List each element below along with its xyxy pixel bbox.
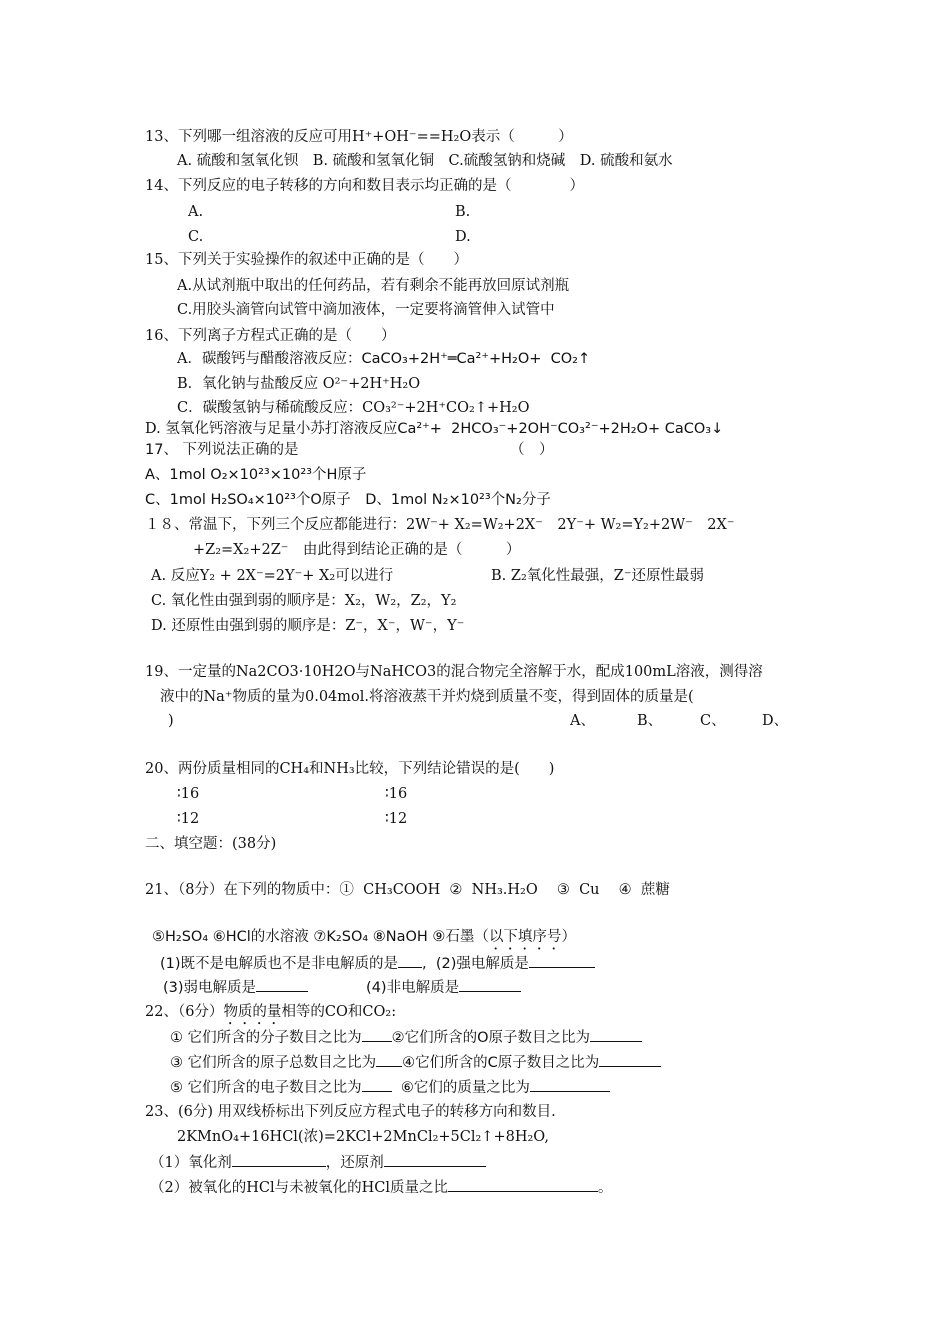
q22-row1 [170, 1027, 642, 1048]
q20-option-d: ∶12 [385, 811, 408, 827]
q21-p2: (2)强电解质是 [435, 956, 529, 972]
q19-line1: 19、一定量的Na2CO3·10H2O与NaHCO3的混合物完全溶解于水，配成100mL溶液，测得溶 [145, 664, 763, 680]
q14-option-b: B. [455, 204, 471, 220]
q14-option-c: C. [188, 229, 204, 245]
q23-equation: 2KMnO₄+16HCl(浓)=2KCl+2MnCl₂+5Cl₂↑+8H₂O, [177, 1129, 549, 1145]
q15-stem: 15、下列关于实验操作的叙述中正确的是（ ） [145, 252, 468, 268]
q19-option-c: C、 [700, 713, 726, 729]
q19-option-d: D、 [762, 713, 789, 729]
q16-option-c: C．碳酸氢钠与稀硫酸反应：CO₃²⁻+2H⁺CO₂↑+H₂O [177, 400, 530, 416]
q21-line1: 21、（8分）在下列的物质中：① CH₃COOH ② NH₃.H₂O ③ Cu ④ 蔗糖 [145, 882, 670, 898]
q19-option-b: B、 [637, 713, 663, 729]
q23-blank2[interactable] [384, 1152, 486, 1167]
q21-p3: (3)弱电解质是 [163, 980, 257, 996]
q23-blank3[interactable] [448, 1177, 598, 1192]
q17-stem: 17、 下列说法正确的是 [145, 442, 299, 458]
q19-line3: ) [168, 713, 174, 729]
q13-stem: 13、下列哪一组溶液的反应可用H⁺+OH⁻==H₂O表示（ ） [145, 129, 573, 145]
q22-points: 22、（6分） [145, 1004, 224, 1020]
q21-p1: (1)既不是电解质也不是非电解质的是 [160, 956, 399, 972]
q19-line2: 液中的Na⁺物质的量为0.04mol.将溶液蒸干并灼烧到质量不变，得到固体的质量是( [160, 689, 694, 705]
q22-blank2[interactable] [590, 1027, 642, 1042]
q21-blank3[interactable] [256, 977, 308, 992]
q16-d-label: D. 氢氧化钙溶液与足量小苏打溶液反应 [145, 421, 398, 437]
q16-a-equation: CaCO₃+2H⁺═Ca²⁺+H₂O+ CO₂↑ [361, 351, 591, 367]
q15-option-c: C.用胶头滴管向试管中滴加液体，一定要将滴管伸入试管中 [177, 302, 555, 318]
q14-stem: 14、下列反应的电子转移的方向和数目表示均正确的是（ ） [145, 178, 584, 194]
q22-blank3[interactable] [376, 1052, 402, 1067]
section-heading: 二、填空题：(38分) [145, 836, 277, 852]
q16-a-label: A．碳酸钙与醋酸溶液反应： [177, 351, 362, 367]
q22-r2a: ③ 它们所含的原子总数目之比为 [170, 1055, 377, 1071]
q22-emphasis: 物质的量 [223, 1004, 282, 1020]
q21-line2 [152, 927, 576, 953]
q23-blank1[interactable] [232, 1152, 326, 1167]
q22-r1b: ②它们所含的O原子数目之比为 [391, 1030, 591, 1046]
q22-r1a: ① 它们所含的分子数目之比为 [170, 1030, 362, 1046]
q17-option-c: C、1mol H₂SO₄×10²³个O原子 D、1mol N₂×10²³个N₂分子 [145, 492, 551, 508]
q23-p1a: （1）氧化剂 [150, 1155, 232, 1171]
q22-blank5[interactable] [362, 1077, 392, 1092]
q21-row1: (1)既不是电解质也不是非电解质的是 , (2)强电解质是 [160, 953, 595, 974]
q21-blank2[interactable] [529, 953, 595, 968]
q21-blank4[interactable] [459, 977, 521, 992]
q21-row2 [163, 977, 521, 998]
q18-option-b: B. Z₂氧化性最强，Z⁻还原性最弱 [491, 568, 704, 584]
q22-r3b: ⑥它们的质量之比为 [400, 1080, 530, 1096]
q18-option-d: D. 还原性由强到弱的顺序是：Z⁻，X⁻，W⁻，Y⁻ [151, 618, 465, 634]
q18-option-c: C. 氧化性由强到弱的顺序是：X₂，W₂，Z₂，Y₂ [151, 593, 457, 609]
q22-blank1[interactable] [362, 1027, 392, 1042]
q16-option-d [145, 419, 723, 439]
q21-substances: ⑤H₂SO₄ ⑥HCl的水溶液 ⑦K₂SO₄ ⑧NaOH ⑨石墨（ [152, 929, 489, 945]
q20-option-a: ∶16 [177, 786, 200, 802]
q13-options: A. 硫酸和氢氧化钡 B. 硫酸和氢氧化铜 C.硫酸氢钠和烧碱 D. 硫酸和氨水 [177, 153, 673, 169]
q14-option-a: A. [188, 204, 204, 220]
q15-option-a: A.从试剂瓶中取出的任何药品，若有剩余不能再放回原试剂瓶 [177, 278, 570, 294]
q22-blank4[interactable] [599, 1052, 661, 1067]
q23-p2-end: 。 [597, 1180, 613, 1196]
q22-r3a: ⑤ 它们所含的电子数目之比为 [170, 1080, 362, 1096]
q16-d-equation: Ca²⁺+ 2HCO₃⁻+2OH⁻CO₃²⁻+2H₂O+ CaCO₃↓ [397, 421, 724, 437]
q14-option-d: D. [455, 229, 471, 245]
q22-stem-rest: 相等的CO和CO₂: [281, 1004, 397, 1020]
q20-stem: 20、两份质量相同的CH₄和NH₃比较，下列结论错误的是( ) [145, 761, 555, 777]
q19-option-a: A、 [570, 713, 595, 729]
q18-line1: １８、常温下，下列三个反应都能进行：2W⁻+ X₂=W₂+2X⁻ 2Y⁻+ W₂=Y₂+2W⁻ 2X⁻ [145, 517, 735, 533]
q23-p2: （2）被氧化的HCl与未被氧化的HCl质量之比 [150, 1180, 448, 1196]
q21-p4: (4)非电解质是 [366, 980, 460, 996]
q18-line2: +Z₂=X₂+2Z⁻ 由此得到结论正确的是（ ） [193, 542, 521, 558]
q16-option-a [177, 349, 590, 369]
q16-stem: 16、下列离子方程式正确的是（ ） [145, 328, 396, 344]
q18-option-a: A. 反应Y₂ + 2X⁻=2Y⁻+ X₂可以进行 [151, 568, 394, 584]
q17-answer-paren: （ ） [510, 442, 554, 458]
q21-blank1[interactable] [398, 953, 422, 968]
q22-r2b: ④它们所含的C原子数目之比为 [402, 1055, 600, 1071]
q23-row1 [150, 1152, 486, 1173]
q23-stem: 23、(6分) 用双线桥标出下列反应方程式电子的转移方向和数目. [145, 1104, 556, 1120]
q22-blank6[interactable] [530, 1077, 610, 1092]
q20-option-b: ∶16 [385, 786, 408, 802]
q23-p1b: ，还原剂 [325, 1155, 384, 1171]
q16-option-b: B．氧化钠与盐酸反应 O²⁻+2H⁺H₂O [177, 376, 421, 392]
q22-row2 [170, 1052, 661, 1073]
q20-option-c: ∶12 [177, 811, 200, 827]
q23-row2 [150, 1177, 612, 1198]
q22-row3 [170, 1077, 610, 1098]
q22-stem [145, 1002, 396, 1028]
q17-option-a: A、1mol O₂×10²³×10²³个H原子 [145, 467, 367, 483]
q21-close-paren: ） [561, 929, 576, 945]
q21-emphasis: 以下填序号 [488, 929, 562, 945]
